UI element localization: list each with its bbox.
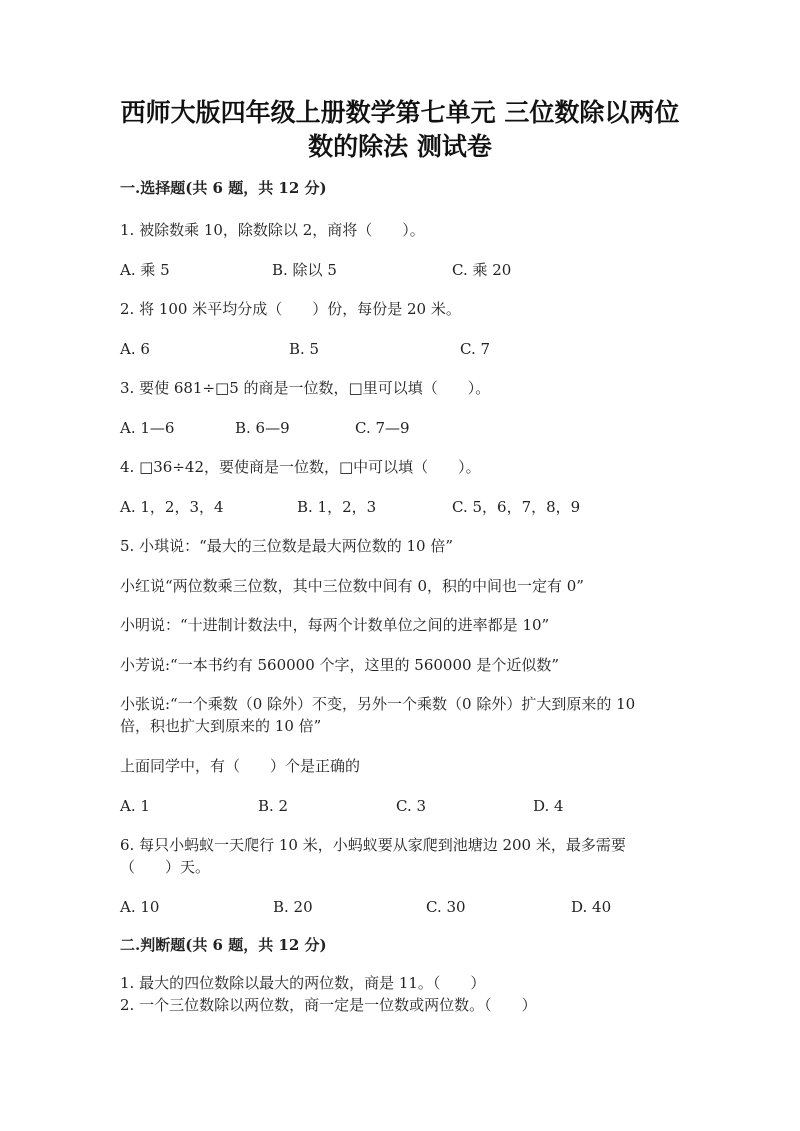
q3-option-a: A. 1—6 [120, 419, 175, 437]
q2-option-b: B. 5 [289, 340, 320, 358]
title-line-1: 西师大版四年级上册数学第七单元 三位数除以两位 [120, 98, 680, 127]
question-6-line-2: （ ）天。 [120, 858, 211, 876]
question-5-line-5: 小张说:“一个乘数（0 除外）不变，另外一个乘数（0 除外）扩大到原来的 10 [120, 695, 636, 713]
q4-option-a: A. 1，2，3，4 [120, 498, 224, 516]
title-line-2: 数的除法 测试卷 [308, 132, 492, 161]
q1-option-c: C. 乘 20 [452, 261, 512, 279]
q3-option-c: C. 7—9 [355, 419, 410, 437]
page-title [60, 96, 740, 164]
question-2: 2. 将 100 米平均分成（ ）份，每份是 20 米。 [120, 300, 461, 318]
q4-option-b: B. 1，2，3 [297, 498, 377, 516]
q5-option-c: C. 3 [396, 797, 427, 815]
question-5-line-1: 5. 小琪说：“最大的三位数是最大两位数的 10 倍” [120, 537, 454, 555]
question-5-line-2: 小红说“两位数乘三位数，其中三位数中间有 0，积的中间也一定有 0” [120, 577, 584, 595]
q1-option-b: B. 除以 5 [272, 261, 337, 279]
q2-option-a: A. 6 [120, 340, 150, 358]
question-5-line-3: 小明说：“十进制计数法中，每两个计数单位之间的进率都是 10” [120, 616, 550, 634]
section-heading-judgement: 二.判断题(共 6 题，共 12 分) [120, 936, 327, 954]
question-5-line-7: 上面同学中，有（ ）个是正确的 [120, 757, 361, 775]
q2-option-c: C. 7 [460, 340, 491, 358]
question-1: 1. 被除数乘 10，除数除以 2，商将（ ）。 [120, 221, 425, 239]
q6-option-b: B. 20 [273, 898, 313, 916]
q4-option-c: C. 5，6，7，8，9 [452, 498, 581, 516]
q5-option-b: B. 2 [258, 797, 289, 815]
q6-option-a: A. 10 [120, 898, 160, 916]
q6-option-c: C. 30 [426, 898, 466, 916]
q3-option-b: B. 6—9 [235, 419, 290, 437]
section-heading-choice: 一.选择题(共 6 题，共 12 分) [120, 179, 327, 197]
judgement-1: 1. 最大的四位数除以最大的两位数，商是 11。（ ） [120, 974, 486, 992]
question-6-line-1: 6. 每只小蚂蚁一天爬行 10 米，小蚂蚁要从家爬到池塘边 200 米，最多需要 [120, 836, 626, 854]
judgement-2: 2. 一个三位数除以两位数，商一定是一位数或两位数。（ ） [120, 996, 537, 1014]
question-4: 4. □36÷42，要使商是一位数，□中可以填（ ）。 [120, 458, 481, 476]
question-5-line-4: 小芳说:“一本书约有 560000 个字，这里的 560000 是个近似数” [120, 656, 559, 674]
q6-option-d: D. 40 [571, 898, 612, 916]
q1-option-a: A. 乘 5 [120, 261, 170, 279]
q5-option-d: D. 4 [533, 797, 564, 815]
question-3: 3. 要使 681÷□5 的商是一位数，□里可以填（ ）。 [120, 379, 491, 397]
question-5-line-6: 倍，积也扩大到原来的 10 倍” [120, 717, 322, 735]
q5-option-a: A. 1 [120, 797, 150, 815]
